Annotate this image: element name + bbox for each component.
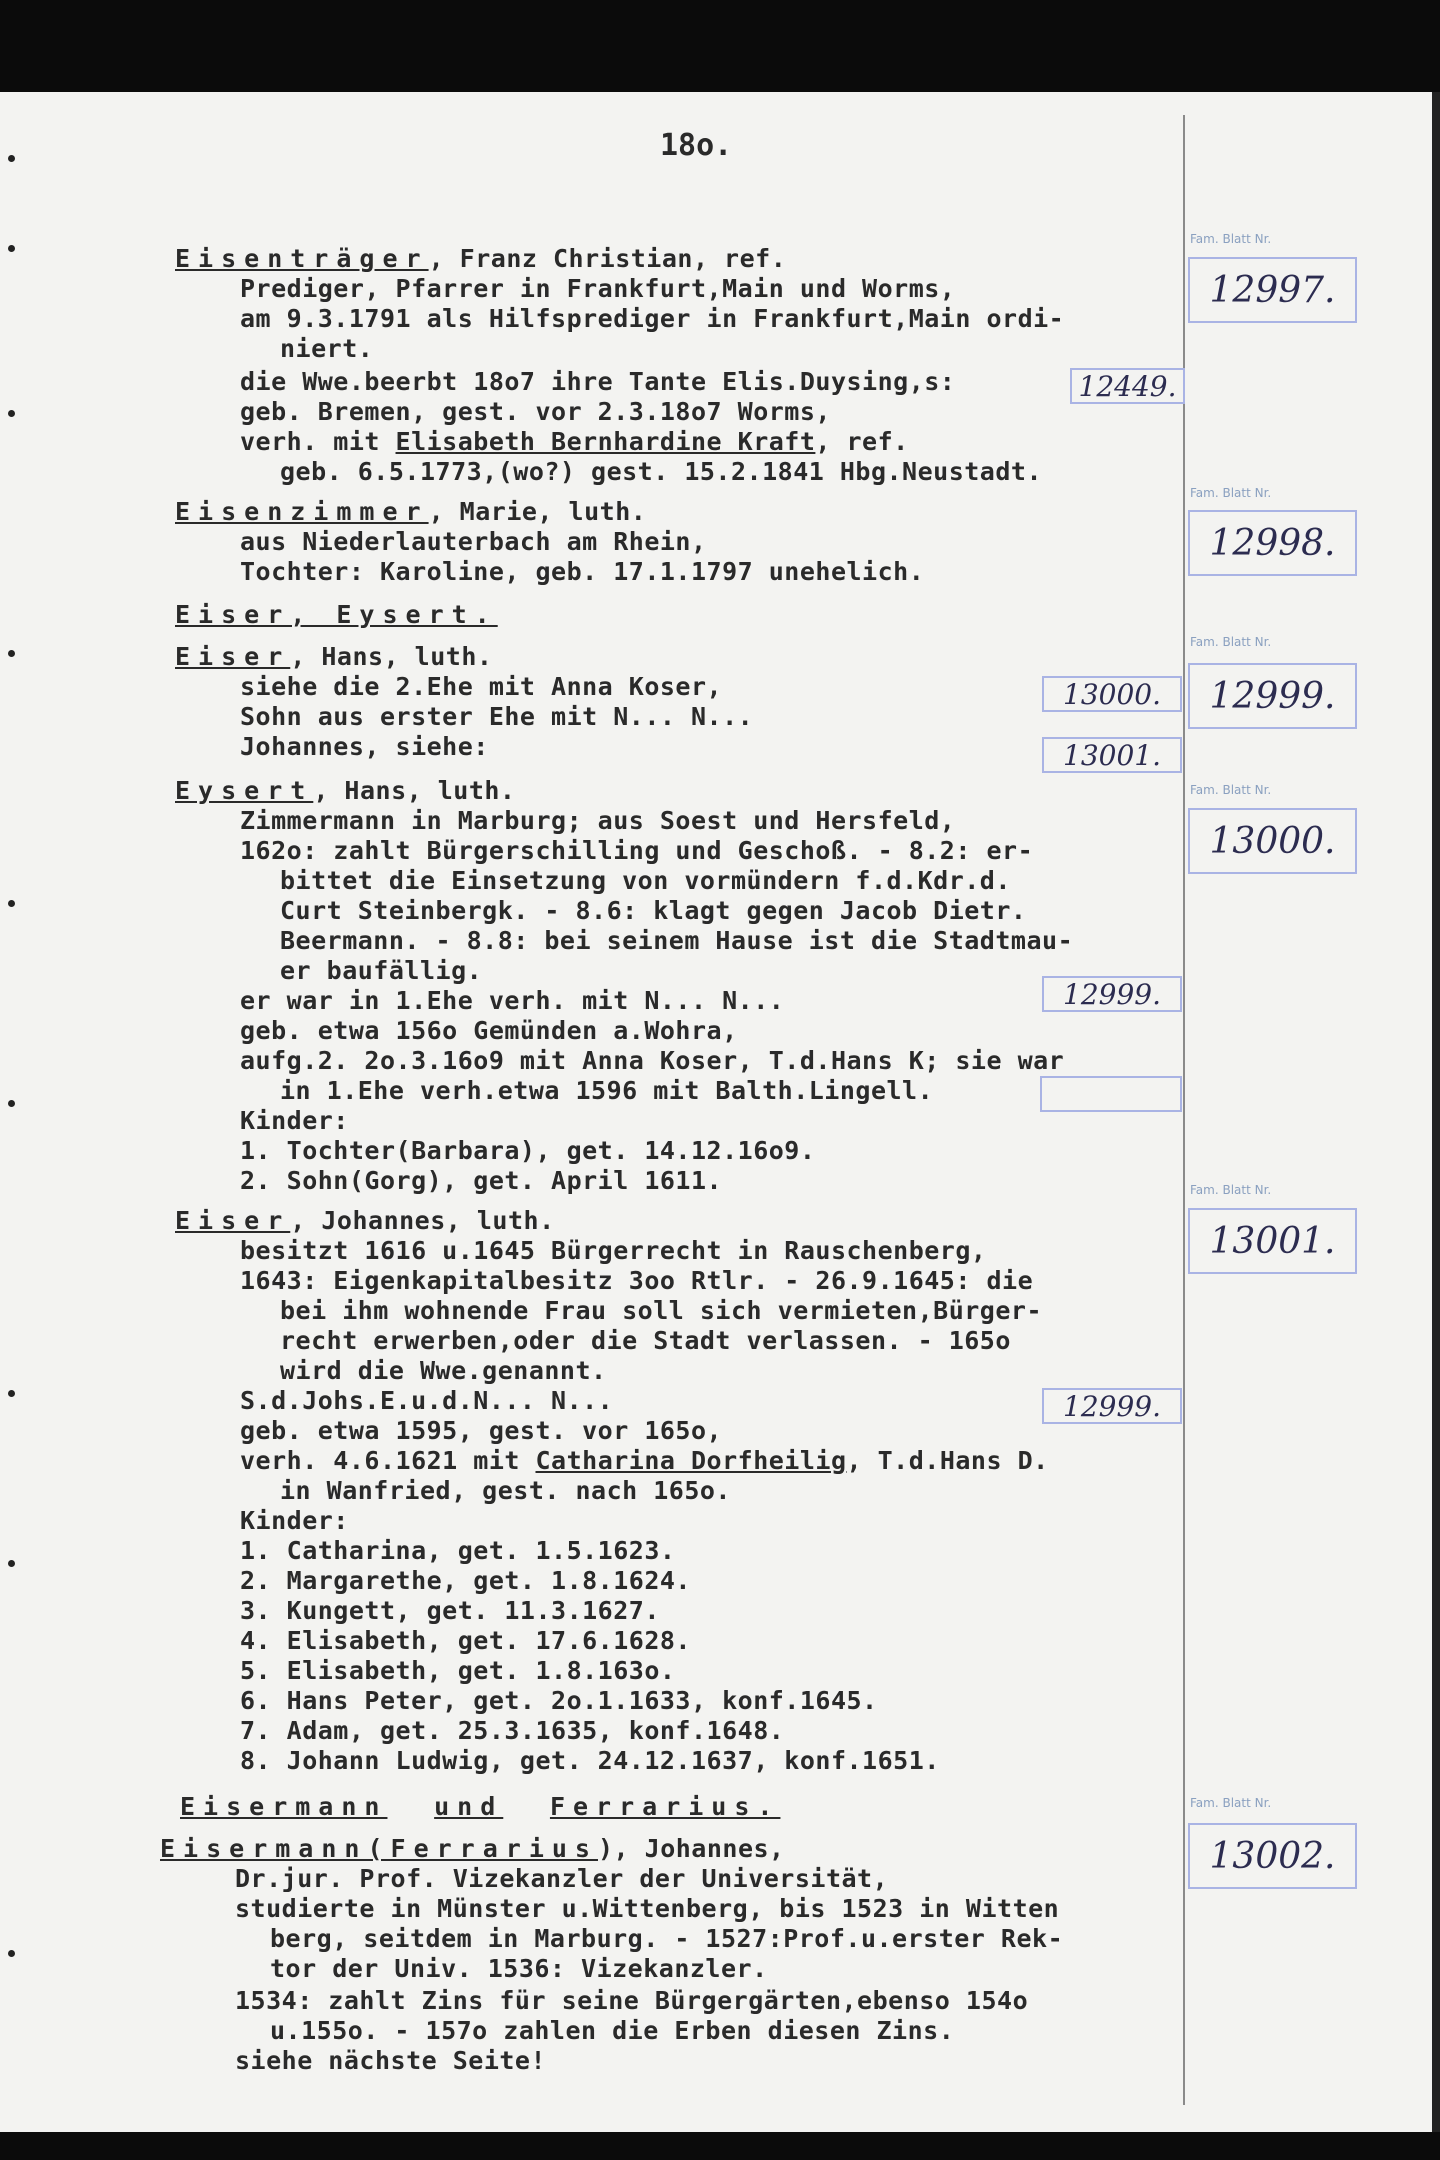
text-span: , T.d.Hans D. [846,1446,1049,1475]
fam-blatt-label: Fam. Blatt Nr. [1190,635,1272,649]
text-line: 1534: zahlt Zins für seine Bürgergärten,ebenso 154o [235,1986,1029,2015]
page-edge [1432,92,1440,2132]
text-line: in 1.Ehe verh.etwa 1596 mit Balth.Lingell. [280,1076,934,1105]
binding-hole [8,1390,15,1397]
given-names: , Johannes, luth. [290,1206,555,1235]
given-names: , Franz Christian, ref. [428,244,787,273]
binding-hole [8,410,15,417]
text-line: Johannes, siehe: [240,732,489,761]
text-line: geb. etwa 156o Gemünden a.Wohra, [240,1016,738,1045]
text-line: Curt Steinbergk. - 8.6: klagt gegen Jacob Dietr. [280,896,1027,925]
text-line: geb. Bremen, gest. vor 2.3.18o7 Worms, [240,397,831,426]
fam-blatt-label: Fam. Blatt Nr. [1190,783,1272,797]
binding-hole [8,900,15,907]
cross-ref-box: 12999. [1042,976,1182,1012]
entry-heading [175,1206,555,1235]
spouse-name: Catharina Dorfheilig [535,1446,847,1475]
binding-hole [8,1560,15,1567]
text-line: 1. Catharina, get. 1.5.1623. [240,1536,676,1565]
surname: Eiser, Eysert. [175,600,498,629]
cross-ref-box: 13001. [1042,737,1182,773]
text-span: verh. mit [240,427,396,456]
text-line: besitzt 1616 u.1645 Bürgerrecht in Rauschenberg, [240,1236,987,1265]
text-line: 5. Elisabeth, get. 1.8.163o. [240,1656,676,1685]
surname: Eiser [175,1206,291,1235]
text-line: recht erwerben,oder die Stadt verlassen. - 165o [280,1326,1011,1355]
fam-blatt-number: 12997. [1188,257,1357,323]
text-line [240,427,909,456]
text-line: er baufällig. [280,956,483,985]
text-line: 1643: Eigenkapitalbesitz 3oo Rtlr. - 26.9.1645: die [240,1266,1034,1295]
text-line: am 9.3.1791 als Hilfsprediger in Frankfurt,Main ordi- [240,304,1065,333]
empty-ref-box [1040,1076,1182,1112]
text-line: 6. Hans Peter, get. 2o.1.1633, konf.1645. [240,1686,878,1715]
given-names: , Hans, luth. [290,642,493,671]
text-line: in Wanfried, gest. nach 165o. [280,1476,731,1505]
surname: Eiser [175,642,291,671]
text-line: Beermann. - 8.8: bei seinem Hause ist die Stadtmau- [280,926,1074,955]
text-line: bittet die Einsetzung von vormündern f.d.Kdr.d. [280,866,1011,895]
text-line: wird die Wwe.genannt. [280,1356,607,1385]
text-line: 2. Margarethe, get. 1.8.1624. [240,1566,691,1595]
text-line: 3. Kungett, get. 11.3.1627. [240,1596,660,1625]
binding-hole [8,1100,15,1107]
margin-rule [1183,115,1185,2105]
entry-heading [175,776,515,805]
entry-heading [175,497,646,526]
spouse-name: Elisabeth Bernhardine Kraft [395,427,816,456]
given-names: , Marie, luth. [428,497,647,526]
fam-blatt-label: Fam. Blatt Nr. [1190,1183,1272,1197]
fam-blatt-label: Fam. Blatt Nr. [1190,232,1272,246]
binding-hole [8,650,15,657]
text-line: siehe nächste Seite! [235,2046,547,2075]
binding-hole [8,1950,15,1957]
cross-ref-box: 12999. [1042,1388,1182,1424]
text-line: S.d.Johs.E.u.d.N... N... [240,1386,614,1415]
page-number: 18o. [660,128,733,163]
entry-heading [175,244,786,273]
text-line: Kinder: [240,1506,349,1535]
surname: Eisenträger [175,244,429,273]
entry-heading [175,642,492,671]
text-line: die Wwe.beerbt 18o7 ihre Tante Elis.Duysing,s: [240,367,956,396]
text-span: und [434,1792,504,1821]
text-line: Sohn aus erster Ehe mit N... N... [240,702,754,731]
text-line: 8. Johann Ludwig, get. 24.12.1637, konf.1651. [240,1746,940,1775]
text-line: Kinder: [240,1106,349,1135]
surname: Eysert [175,776,314,805]
fam-blatt-number: 13002. [1188,1823,1357,1889]
text-line [240,1446,1049,1475]
given-names: , Hans, luth. [313,776,516,805]
text-line: Zimmermann in Marburg; aus Soest und Hersfeld, [240,806,956,835]
text-line: aus Niederlauterbach am Rhein, [240,527,707,556]
fam-blatt-number: 12998. [1188,510,1357,576]
text-line: tor der Univ. 1536: Vizekanzler. [270,1954,768,1983]
text-line: niert. [280,334,374,363]
cross-ref-box: 12449. [1070,368,1185,404]
text-line: aufg.2. 2o.3.16o9 mit Anna Koser, T.d.Hans K; sie war [240,1046,1065,1075]
text-line: 162o: zahlt Bürgerschilling und Geschoß. - 8.2: er- [240,836,1034,865]
text-line: Prediger, Pfarrer in Frankfurt,Main und Worms, [240,274,956,303]
text-line: 1. Tochter(Barbara), get. 14.12.16o9. [240,1136,816,1165]
text-line: 2. Sohn(Gorg), get. April 1611. [240,1166,723,1195]
fam-blatt-number: 12999. [1188,663,1357,729]
fam-blatt-label: Fam. Blatt Nr. [1190,486,1272,500]
text-line: geb. 6.5.1773,(wo?) gest. 15.2.1841 Hbg.Neustadt. [280,457,1043,486]
surname: Eisenzimmer [175,497,429,526]
text-line: geb. etwa 1595, gest. vor 165o, [240,1416,723,1445]
entry-heading [175,600,498,629]
fam-blatt-number: 13000. [1188,808,1357,874]
surname: Eisermann [180,1792,388,1821]
entry-heading [160,1834,785,1863]
surname: Ferrarius [390,1834,598,1863]
cross-ref-box: 13000. [1042,676,1182,712]
text-span: , ref. [815,427,909,456]
text-line: berg, seitdem in Marburg. - 1527:Prof.u.erster Rek- [270,1924,1064,1953]
text-line: 4. Elisabeth, get. 17.6.1628. [240,1626,691,1655]
given-names: ), Johannes, [597,1834,785,1863]
text-line: studierte in Münster u.Wittenberg, bis 1523 in Witten [235,1894,1060,1923]
entry-heading [180,1792,780,1821]
text-line: er war in 1.Ehe verh. mit N... N... [240,986,785,1015]
text-line: u.155o. - 157o zahlen die Erben diesen Zins. [270,2016,955,2045]
binding-hole [8,155,15,162]
fam-blatt-label: Fam. Blatt Nr. [1190,1796,1272,1810]
text-line: 7. Adam, get. 25.3.1635, konf.1648. [240,1716,785,1745]
fam-blatt-number: 13001. [1188,1208,1357,1274]
text-line: bei ihm wohnende Frau soll sich vermieten,Bürger- [280,1296,1043,1325]
binding-hole [8,245,15,252]
text-line: Tochter: Karoline, geb. 17.1.1797 unehelich. [240,557,925,586]
text-span: verh. 4.6.1621 mit [240,1446,536,1475]
surname: Ferrarius. [549,1792,781,1821]
text-line: Dr.jur. Prof. Vizekanzler der Universität, [235,1864,889,1893]
text-line: siehe die 2.Ehe mit Anna Koser, [240,672,723,701]
surname: Eisermann( [160,1834,391,1863]
